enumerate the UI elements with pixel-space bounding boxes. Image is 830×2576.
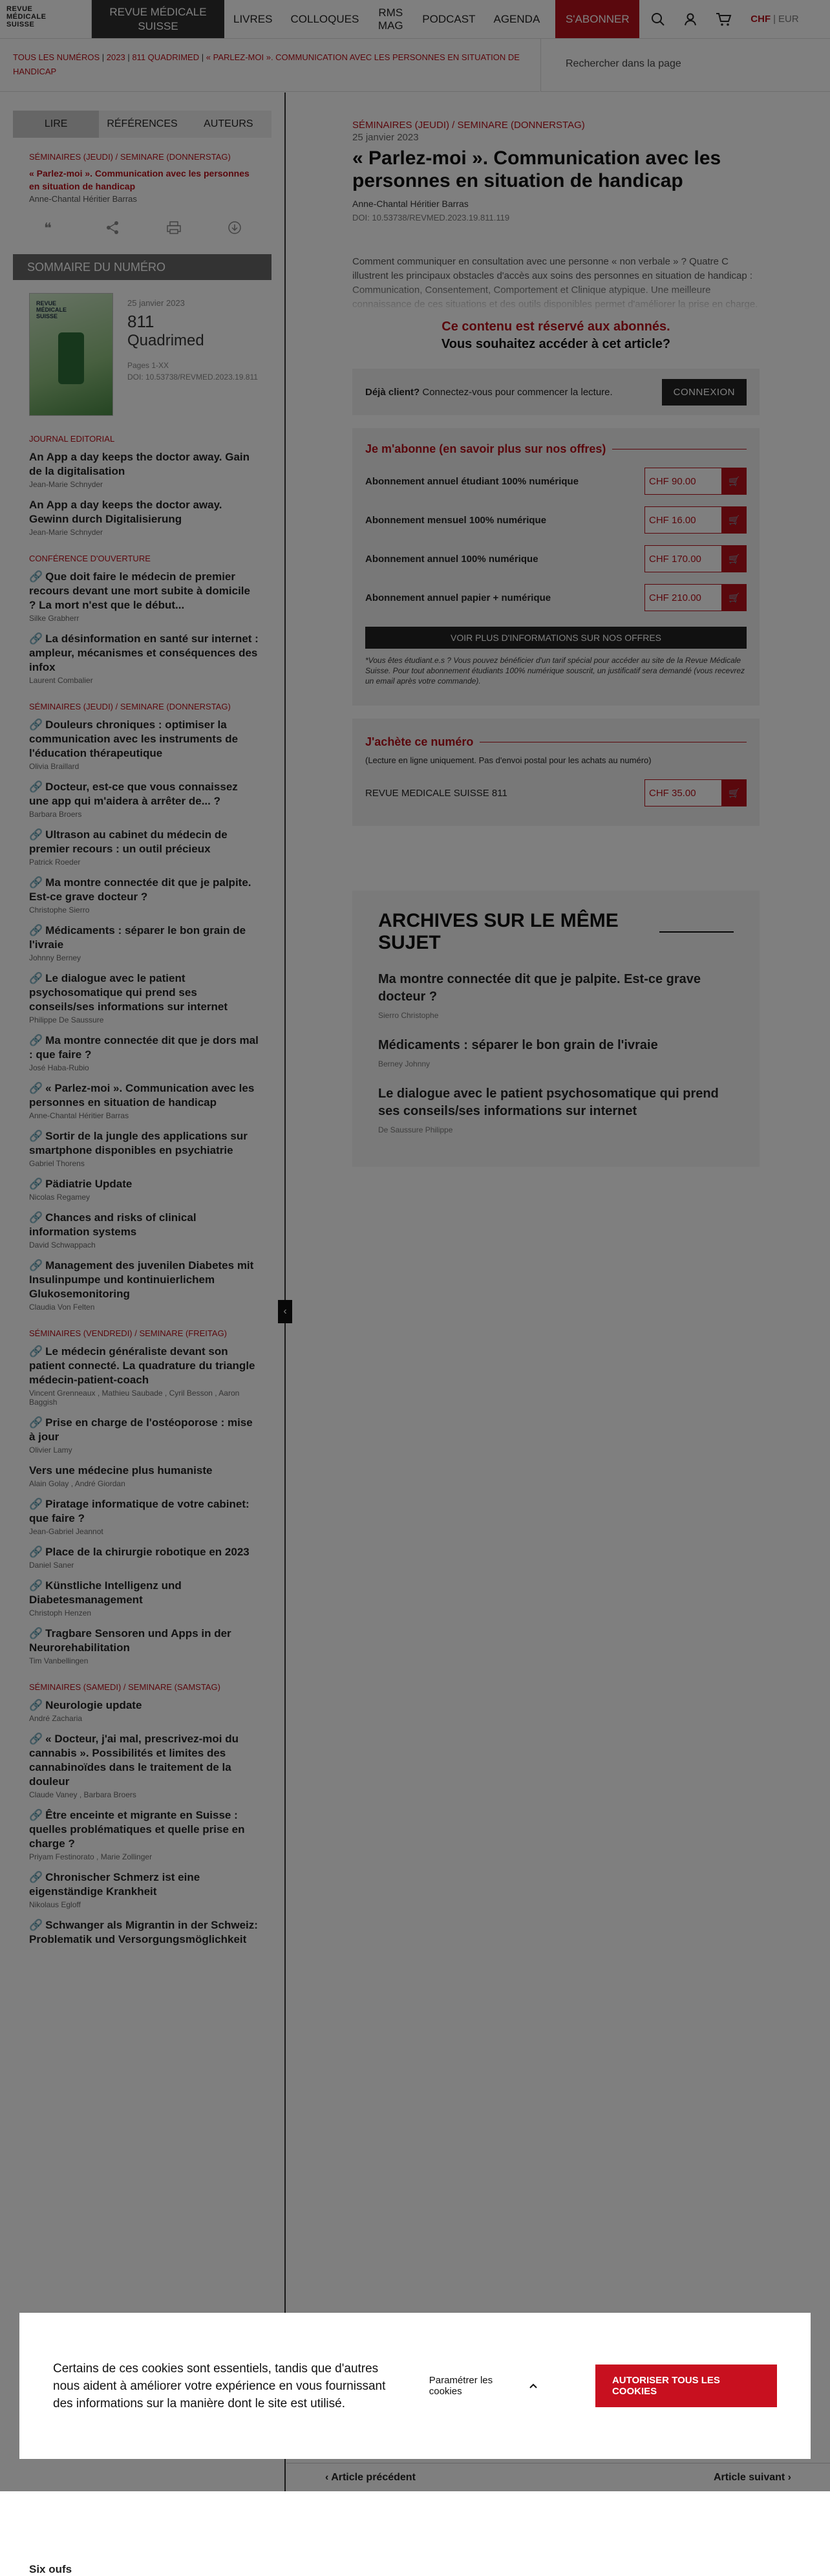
cookie-settings-label: Paramétrer les cookies bbox=[429, 2375, 493, 2397]
accept-all-cookies-button[interactable]: AUTORISER TOUS LES COOKIES bbox=[595, 2365, 777, 2407]
toc-last-item[interactable]: Six oufs bbox=[29, 2563, 72, 2575]
cookie-banner bbox=[19, 2313, 811, 2459]
cookie-message: Certains de ces cookies sont essentiels, tandis que d'autres nous aident à améliorer votre expérience en vous fournissant des informations sur la manière dont le site est utilisé. bbox=[53, 2361, 386, 2410]
chevron-up-icon bbox=[529, 2383, 537, 2388]
cookie-settings-button[interactable] bbox=[429, 2375, 537, 2397]
